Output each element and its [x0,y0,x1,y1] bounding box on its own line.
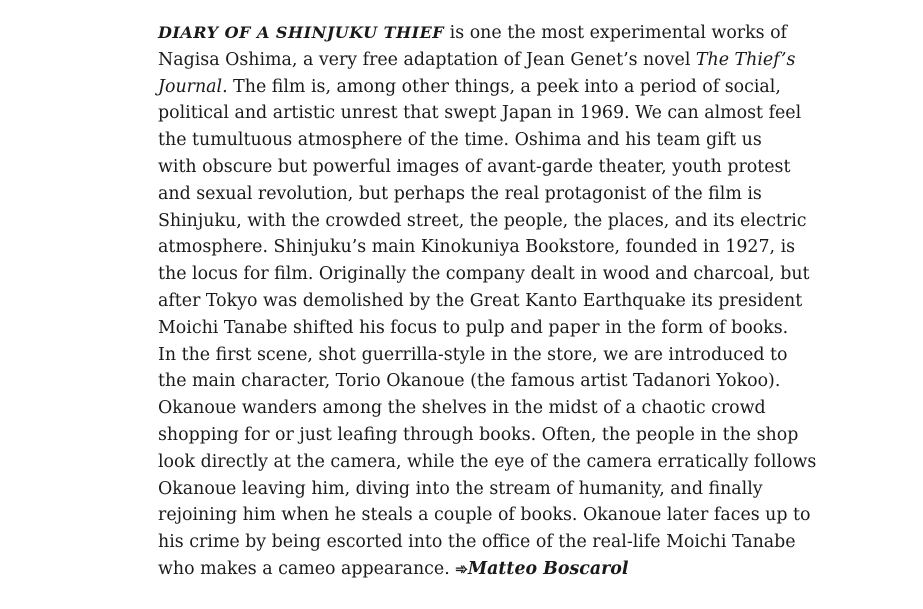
article-line: Moichi Tanabe shifted his focus to pulp and paper in the form of books. [158,317,789,338]
arrow-icon: ➾ [455,559,468,578]
article-line: atmosphere. Shinjuku’s main Kinokuniya Bookstore, founded in 1927, is [158,237,796,258]
text-span: Nagisa Oshima, a very free adaptation of Jean Genet’s novel [158,49,696,70]
article-line: the locus for film. Originally the company dealt in wood and charcoal, but [158,264,810,285]
author-name: Matteo Boscarol [467,558,629,579]
article-line: with obscure but powerful images of avant-garde theater, youth protest [158,156,791,177]
book-title: The Thief’s [695,49,796,70]
article-line: the tumultuous atmosphere of the time. Oshima and his team gift us [158,130,762,151]
article-line: Shinjuku, with the crowded street, the people, the places, and its electric [158,210,807,231]
book-title: Journal. [158,76,228,97]
article-line: shopping for or just leafing through books. Often, the people in the shop [158,424,799,445]
article-line: rejoining him when he steals a couple of books. Okanoue later faces up to [158,505,811,526]
article-line [158,47,898,74]
article-line: Okanoue wanders among the shelves in the midst of a chaotic crowd [158,398,766,419]
text-span: is one the most experimental works of [444,23,787,43]
article-line [158,556,898,583]
article-line [158,74,898,101]
article-line: Okanoue leaving him, diving into the stream of humanity, and finally [158,478,763,499]
article-line [158,20,898,47]
article-line: and sexual revolution, but perhaps the real protagonist of the film is [158,183,762,204]
article-line: the main character, Torio Okanoue (the famous artist Tadanori Yokoo). [158,371,781,392]
text-span: The film is, among other things, a peek into a period of social, [227,76,781,97]
text-span: who makes a cameo appearance. [158,558,456,579]
article-line: In the first scene, shot guerrilla-style in the store, we are introduced to [158,344,788,365]
article-line: his crime by being escorted into the office of the real-life Moichi Tanabe [158,532,796,553]
article-line: political and artistic unrest that swept Japan in 1969. We can almost feel [158,103,802,124]
film-title: DIARY OF A SHINJUKU THIEF [158,23,445,42]
article-line: look directly at the camera, while the eye of the camera erratically follows [158,451,817,472]
article-body [158,20,898,583]
article-line: after Tokyo was demolished by the Great Kanto Earthquake its president [158,290,803,311]
